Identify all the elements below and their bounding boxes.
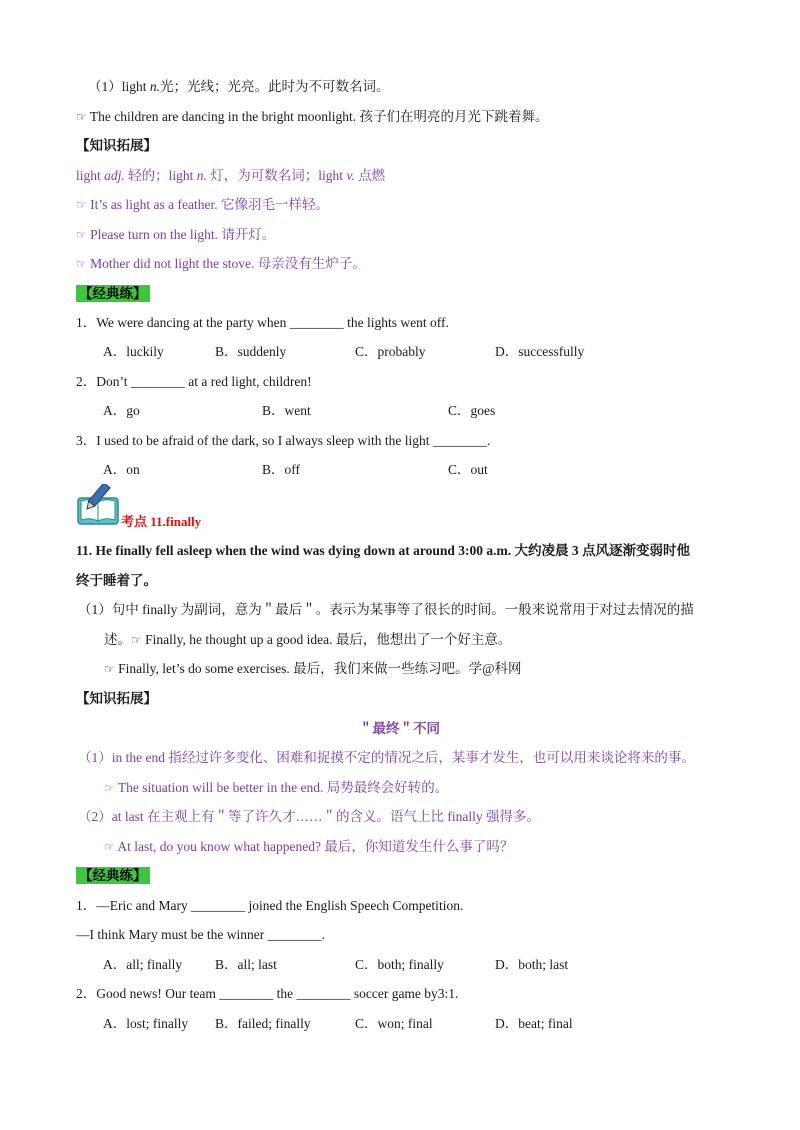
knowledge-expand-title-2: 【知识拓展】: [76, 691, 157, 706]
expand-example-2: ☞ Please turn on the light. 请开灯。: [76, 227, 276, 242]
s11-question-2: 2．Good news! Our team ________ the ________ soccer game by3:1.: [76, 986, 459, 1001]
explanation-line-2: 述。☞ Finally, he thought up a good idea. 最后，他想出了一个好主意。: [104, 632, 512, 647]
expand-definition-line: light adj. 轻的；light n. 灯，为可数名词；light v. 点燃: [76, 168, 386, 183]
s11-q2-option-a: A．lost; finally: [103, 1016, 189, 1031]
s11-question-1-line-1: 1．—Eric and Mary ________ joined the English Speech Competition.: [76, 898, 464, 913]
q3-option-b: B．off: [262, 462, 301, 477]
explanation-line-1: （1）句中 finally 为副词，意为＂最后＂。表示为某事等了很长的时间。一般来说常用于对过去情况的描: [78, 602, 694, 617]
practice-title-2: 【经典练】: [76, 867, 150, 885]
question-3: 3．I used to be afraid of the dark, so I always sleep with the light ________.: [76, 433, 491, 448]
question-1: 1．We were dancing at the party when ________ the lights went off.: [76, 315, 449, 330]
q2-option-c: C．goes: [448, 403, 496, 418]
practice-title: 【经典练】: [76, 285, 150, 303]
pointing-hand-icon: ☞: [76, 228, 87, 242]
s11-q1-option-a: A．all; finally: [103, 957, 183, 972]
point-label: 考点 11.finally: [121, 514, 202, 529]
s11-q2-option-c: C．won; final: [355, 1016, 433, 1031]
book-pencil-icon: [76, 484, 120, 526]
compare-item-1: （1）in the end 指经过许多变化、困难和捉摸不定的情况之后，某事才发生，也可以用来谈论将来的事。: [78, 750, 695, 765]
pointing-hand-icon: ☞: [104, 840, 115, 854]
question-2: 2．Don’t ________ at a red light, children!: [76, 374, 312, 389]
definition-line: （1）light n.光；光线；光亮。此时为不可数名词。: [88, 79, 390, 94]
key-sentence-line-2: 终于睡着了。: [76, 573, 157, 588]
s11-q1-option-b: B．all; last: [215, 957, 277, 972]
q2-option-b: B．went: [262, 403, 311, 418]
pointing-hand-icon: ☞: [104, 662, 115, 676]
q1-option-b: B．suddenly: [215, 344, 287, 359]
s11-q2-option-d: D．beat; final: [495, 1016, 573, 1031]
s11-q1-option-d: D．both; last: [495, 957, 569, 972]
knowledge-expand-title: 【知识拓展】: [76, 138, 157, 153]
pointing-hand-icon: ☞: [104, 781, 115, 795]
q1-option-c: C．probably: [355, 344, 426, 359]
s11-q2-option-b: B．failed; finally: [215, 1016, 311, 1031]
explanation-example-2: ☞ Finally, let’s do some exercises. 最后，我们来做一些练习吧。学@科网: [104, 661, 522, 676]
key-sentence-line-1: 11. He finally fell asleep when the wind was dying down at around 3:00 a.m. 大约凌晨 3 点风逐渐变弱时他: [76, 543, 691, 558]
s11-q1-option-c: C．both; finally: [355, 957, 444, 972]
compare-item-2: （2）at last 在主观上有＂等了许久才……＂的含义。语气上比 finally 强得多。: [78, 809, 540, 824]
q2-option-a: A．go: [103, 403, 140, 418]
s11-question-1-line-2: —I think Mary must be the winner ________.: [76, 927, 325, 942]
compare-title: ＂最终＂不同: [359, 721, 440, 736]
pointing-hand-icon: ☞: [76, 110, 87, 124]
pointing-hand-icon: ☞: [76, 198, 87, 212]
q3-option-a: A．on: [103, 462, 140, 477]
example-line: ☞ The children are dancing in the bright moonlight. 孩子们在明亮的月光下跳着舞。: [76, 109, 549, 124]
expand-example-1: ☞ It’s as light as a feather. 它像羽毛一样轻。: [76, 197, 329, 212]
pointing-hand-icon: ☞: [76, 257, 87, 271]
q1-option-d: D．successfully: [495, 344, 585, 359]
expand-example-3: ☞ Mother did not light the stove. 母亲没有生炉子。: [76, 256, 366, 271]
q3-option-c: C．out: [448, 462, 488, 477]
compare-item-1-example: ☞ The situation will be better in the end. 局势最终会好转的。: [104, 780, 449, 795]
q1-option-a: A．luckily: [103, 344, 164, 359]
pointing-hand-icon: ☞: [131, 633, 142, 647]
compare-item-2-example: ☞ At last, do you know what happened? 最后，你知道发生什么事了吗？: [104, 839, 514, 854]
